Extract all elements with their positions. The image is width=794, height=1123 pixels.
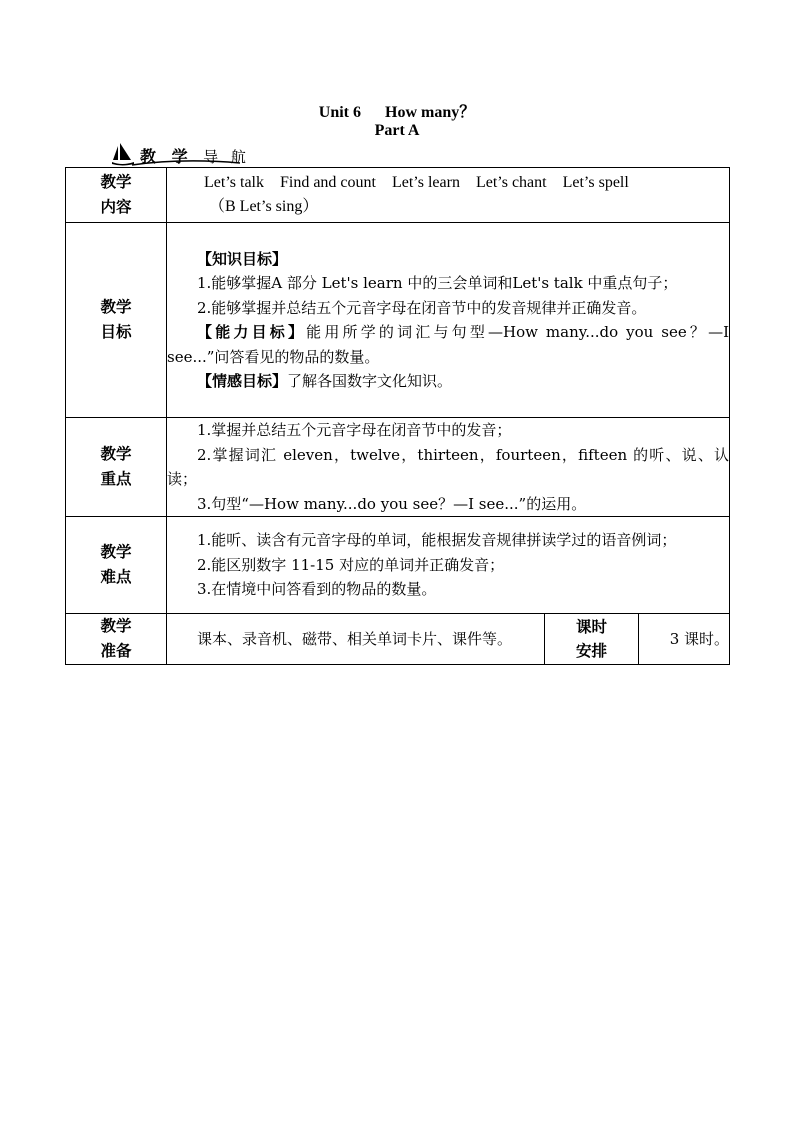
teaching-preparation-cell xyxy=(167,614,545,665)
preparation-text: 课本、录音机、磁带、相关单词卡片、课件等。 xyxy=(197,630,513,648)
difficult-point-1: 1.能听、读含有元音字母的单词，能根据发音规律拼读学过的语音例词； xyxy=(197,531,677,550)
banner-text xyxy=(140,144,250,167)
key-points-cell xyxy=(167,418,730,517)
row-teaching-preparation xyxy=(66,614,730,665)
content-item: Let’s talk xyxy=(204,173,264,191)
label-difficult-points: 教学 难点 xyxy=(66,517,167,614)
difficult-points-cell xyxy=(167,517,730,614)
row-difficult-points xyxy=(66,517,730,614)
difficult-point-3: 3.在情境中问答看到的物品的数量。 xyxy=(197,580,437,599)
emotion-goal-heading: 【情感目标】 xyxy=(197,372,288,390)
content-item: Let’s learn xyxy=(391,173,460,191)
ability-goal xyxy=(167,320,729,369)
schedule-hours: 3 课时。 xyxy=(639,614,730,665)
banner-text-main: 教 学 xyxy=(140,147,193,166)
row-teaching-goals xyxy=(66,223,730,418)
difficult-point-2: 2.能区别数字 11-15 对应的单词并正确发音； xyxy=(197,555,505,574)
ability-goal-heading: 【能力目标】 xyxy=(197,323,307,341)
lesson-plan-table xyxy=(65,167,730,665)
content-item: Let’s chant xyxy=(475,173,547,191)
content-sub-item: （B Let’s sing） xyxy=(209,198,319,215)
teaching-guide-banner xyxy=(112,141,250,167)
row-key-points xyxy=(66,418,730,517)
teaching-goals-cell xyxy=(167,223,730,418)
label-teaching-content: 教学 内容 xyxy=(66,168,167,223)
part-title: Part A xyxy=(374,122,420,139)
content-item: Find and count xyxy=(279,173,376,191)
teaching-content-cell xyxy=(167,168,730,223)
key-point-3: 3.句型“—How many...do you see？—I see...”的运用。 xyxy=(197,494,587,513)
content-item: Let’s spell xyxy=(562,173,629,191)
banner-text-sub: 导 航 xyxy=(203,148,250,166)
unit-topic: How many？ xyxy=(385,104,476,121)
row-teaching-content xyxy=(66,168,730,223)
key-point-2: 2.掌握词汇 eleven，twelve，thirteen，fourteen，fifteen 的听、说、认读； xyxy=(167,445,730,488)
label-schedule: 课时 安排 xyxy=(545,614,639,665)
knowledge-goal-heading: 【知识目标】 xyxy=(197,249,288,268)
unit-number: Unit 6 xyxy=(318,104,361,121)
emotion-goal xyxy=(167,369,729,394)
label-teaching-preparation: 教学 准备 xyxy=(66,614,167,665)
label-teaching-goals: 教学 目标 xyxy=(66,223,167,418)
knowledge-goal-2: 2.能够掌握并总结五个元音字母在闭音节中的发音规律并正确发音。 xyxy=(197,298,647,317)
label-key-points: 教学 重点 xyxy=(66,418,167,517)
emotion-goal-text: 了解各国数字文化知识。 xyxy=(287,372,453,390)
content-items xyxy=(167,171,729,196)
unit-title xyxy=(0,99,794,122)
knowledge-goal-1: 1.能够掌握A 部分 Let's learn 中的三会单词和Let's talk 中重点句子； xyxy=(197,274,678,292)
ability-goal-text: 能用所学的词汇与句型—How many...do you see？—I see...”问答看见的物品的数量。 xyxy=(167,323,730,366)
key-point-1: 1.掌握并总结五个元音字母在闭音节中的发音； xyxy=(197,421,512,439)
